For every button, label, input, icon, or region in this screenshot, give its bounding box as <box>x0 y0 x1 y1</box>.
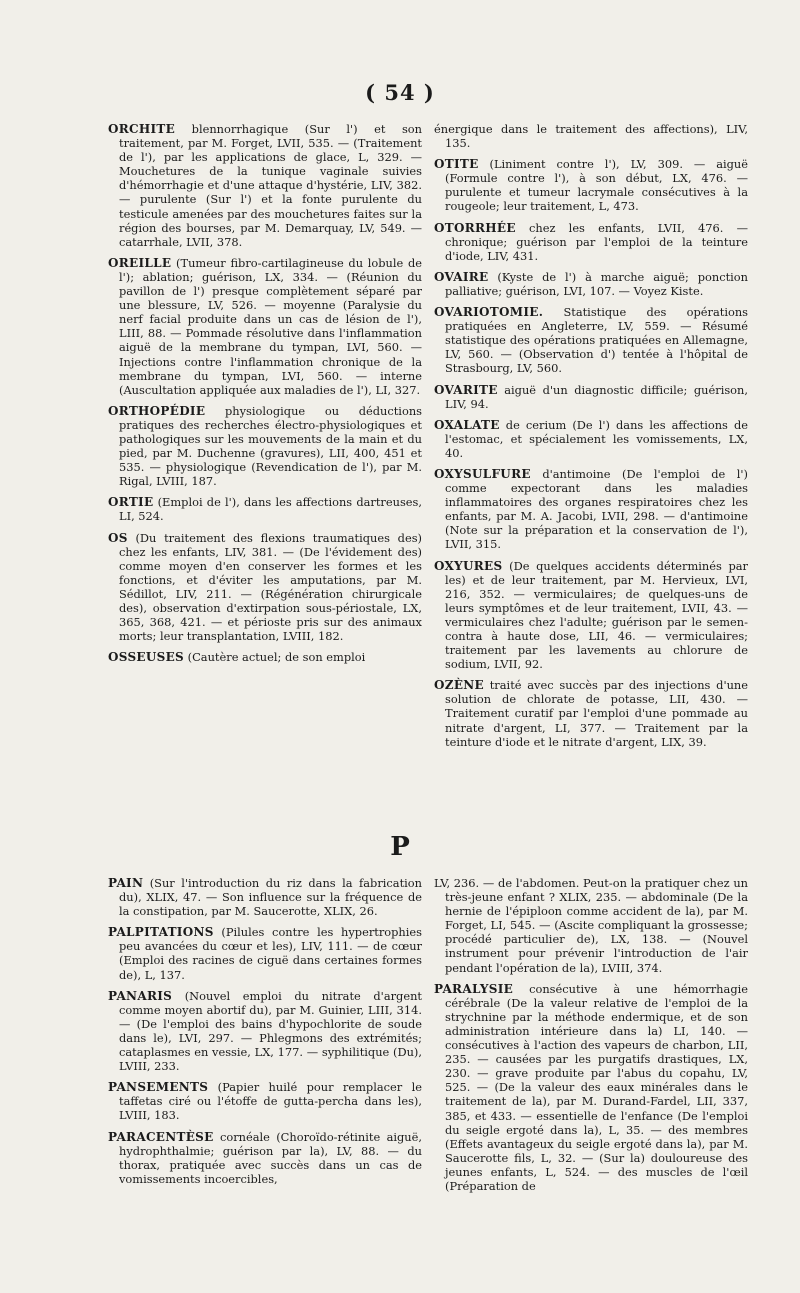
index-entry <box>108 989 422 1074</box>
index-entry <box>434 270 748 298</box>
index-entry <box>434 418 748 460</box>
entry-heading: PARALYSIE <box>434 981 514 996</box>
entry-text: (Pilules contre les hypertrophies peu avancées du cœur et les), LIV, 111. — de cœur (Emploi des racines de ciguë dans certaines formes de), L, 137. <box>119 925 423 982</box>
index-entry <box>434 383 748 411</box>
entry-text: (Kyste de l') à marche aiguë; ponction palliative; guérison, LVI, 107. — Voyez Kiste. <box>445 269 748 298</box>
index-entry <box>434 157 748 213</box>
entry-heading: OVAIRE <box>434 269 489 284</box>
entry-text: consécutive à une hémorrhagie cérébrale (De la valeur relative de l'emploi de la strychnine par la méthode endermique, et de son administration intérieure dans la) LI, 140. — consécutives à l'action des vapeurs de charbon, LII, 235. — causées par les purgatifs drastiques, LX, 230. — grave produite par l'abus du copahu, LV, 525. — (De la valeur des eaux minérales dans le traitement de la), par M. Durand-Fardel, LII, 337, 385, et 433. — essentielle de l'enfance (De l'emploi du seigle ergoté dans la), L, 35. — des membres (Effets avantageux du seigle ergoté dans la), par M. Saucerotte fils, L, 32. — (Sur la) douloureuse des jeunes enfants, L, 524. — des muscles de l'œil (Préparation de <box>445 981 748 1193</box>
index-entry <box>434 559 748 672</box>
entry-text: Statistique des opérations pratiquées en Angleterre, LV, 559. — Résumé statistique des opérations pratiquées en Allemagne, LV, 560. — (Observation d') tentée à l'hôpital de Strasbourg, LV, 560. <box>445 305 748 376</box>
column-left <box>108 122 422 812</box>
entry-text: (De quelques accidents déterminés par les) et de leur traitement, par M. Hervieux, LVI, 216, 352. — vermiculaires; de quelques-uns de leurs symptômes et de leur traitement, LVII, 43. — vermiculaires chez l'adulte; guérison par le semen-contra à haute dose, LII, 46. — vermiculaires; traitement par les lavements au chlorure de sodium, LVII, 92. <box>445 558 749 672</box>
page-number: ( 54 ) <box>365 80 435 105</box>
index-entry <box>434 876 748 975</box>
index-entry <box>108 256 422 397</box>
entry-text: (Liniment contre l'), LV, 309. — aiguë (Formule contre l'), à son début, LX, 476. — purulente et tumeur lacrymale consécutives à la rougeole; leur traitement, L, 473. <box>445 157 748 214</box>
entry-heading: OTITE <box>434 157 479 172</box>
section-p <box>108 876 748 1226</box>
entry-text: de cerium (De l') dans les affections de l'estomac, et spécialement les vomissements, LX, 40. <box>445 417 748 460</box>
entry-text: (Papier huilé pour remplacer le taffetas ciré ou l'étoffe de gutta-percha dans les), LVIII, 183. <box>119 1080 422 1123</box>
index-entry <box>108 876 422 918</box>
entry-heading: OSSEUSES <box>108 650 185 665</box>
entry-heading: ORTHOPÉDIE <box>108 403 206 418</box>
entry-text: (Nouvel emploi du nitrate d'argent comme moyen abortif du), par M. Guinier, LIII, 314. — (De l'emploi des bains d'hypochlorite de soude dans le), LVI, 297. — Phlegmons des extrémités; cataplasmes en vessie, LX, 177. — syphilitique (Du), LVIII, 233. <box>119 988 422 1074</box>
entry-heading: OREILLE <box>108 255 172 270</box>
entry-text: (Du traitement des flexions traumatiques des) chez les enfants, LIV, 381. — (De l'évidement des) comme moyen d'en conserver les formes et les fonctions, et d'éviter les amputations, par M. Sédillot, LIV, 211. — (Régénération chirurgicale des), observation d'extirpation sous-périostale, LX, 365, 368, 421. — et périoste pris sur des animaux morts; leur transplantation, LVIII, 182. <box>119 530 422 644</box>
entry-text: traité avec succès par des injections d'une solution de chlorate de potasse, LII, 430. — Traitement curatif par l'emploi d'une pommade au nitrate d'argent, LI, 377. — Traitement par la teinture d'iode et le nitrate d'argent, LIX, 39. <box>445 678 748 749</box>
entry-text: (Emploi de l'), dans les affections dartreuses, LI, 524. <box>119 495 422 524</box>
section-letter: P <box>390 832 410 862</box>
index-entry <box>434 122 748 150</box>
entry-heading: OZÈNE <box>434 678 484 693</box>
index-entry <box>434 982 748 1193</box>
entry-heading: OVARITE <box>434 382 498 397</box>
entry-text: cornéale (Choroïdo-rétinite aiguë, hydrophthalmie; guérison par la), LV, 88. — du thorax, pratiquée avec succès dans un cas de vomissements incoercibles, <box>119 1129 422 1186</box>
entry-text: chez les enfants, LVII, 476. — chronique; guérison par l'emploi de la teinture d'iode, LIV, 431. <box>445 220 748 263</box>
entry-text: d'antimoine (De l'emploi de l') comme expectorant dans les maladies inflammatoires des organes respiratoires chez les enfants, par M. A. Jacobi, LVII, 298. — d'antimoine (Note sur la préparation et la conservation de l'), LVII, 315. <box>445 466 748 552</box>
entry-text: physiologique ou déductions pratiques des recherches électro-physiologiques et pathologiques sur les mouvements de la main et du pied, par M. Duchenne (gravures), LII, 400, 451 et 535. — physiologique (Revendication de l'), par M. Rigal, LVIII, 187. <box>119 403 422 489</box>
entry-heading: PARACENTÈSE <box>108 1129 214 1144</box>
entry-heading: OXYURES <box>434 558 503 573</box>
entry-heading: ORCHITE <box>108 122 176 136</box>
entry-text: aiguë d'un diagnostic difficile; guérison, LIV, 94. <box>445 382 748 411</box>
index-entry <box>108 1080 422 1122</box>
column-right <box>434 122 748 812</box>
index-entry <box>434 678 748 748</box>
column-right <box>434 876 748 1226</box>
index-entry <box>434 221 748 263</box>
index-entry <box>434 467 748 552</box>
entry-text: énergique dans le traitement des affections), LIV, 135. <box>434 122 748 151</box>
entry-heading: OTORRHÉE <box>434 220 516 235</box>
entry-text: (Sur l'introduction du riz dans la fabrication du), XLIX, 47. — Son influence sur la fréquence de la constipation, par M. Saucerotte, XLIX, 26. <box>119 876 422 919</box>
entry-heading: PANSEMENTS <box>108 1080 209 1095</box>
column-left <box>108 876 422 1226</box>
index-entry <box>108 650 422 664</box>
index-entry <box>108 1130 422 1186</box>
entry-heading: OXYSULFURE <box>434 466 531 481</box>
entry-heading: OS <box>108 530 128 545</box>
entry-heading: OVARIOTOMIE. <box>434 305 544 320</box>
entry-heading: PANARIS <box>108 988 173 1003</box>
entry-heading: PAIN <box>108 876 144 890</box>
entry-heading: ORTIE <box>108 495 154 510</box>
entry-heading: OXALATE <box>434 417 500 432</box>
index-entry <box>434 305 748 375</box>
index-entry <box>108 404 422 489</box>
index-entry <box>108 122 422 249</box>
section-o <box>108 122 748 812</box>
entry-text: blennorrhagique (Sur l') et son traitement, par M. Forget, LVII, 535. — (Traitement de l'), par les applications de glace, L, 329. — Mouchetures de la tunique vaginale suivies d'hémorrhagie et d'une attaque d'hystérie, LIV, 382. — purulente (Sur l') et la fonte purulente du testicule amenées par des mouchetures faites sur la région des bourses, par M. Demarquay, LV, 549. — catarrhale, LVII, 378. <box>119 122 422 249</box>
entry-text: (Cautère actuel; de son emploi <box>187 650 366 665</box>
entry-text: (Tumeur fibro-cartilagineuse du lobule de l'); ablation; guérison, LX, 334. — (Réunion du pavillon de l') presque complètement séparé par une blessure, LV, 526. — moyenne (Paralysie du nerf facial produite dans un cas de lésion de l'), LIII, 88. — Pommade résolutive dans l'inflammation aiguë de la membrane du tympan, LVI, 560. — Injections contre l'inflammation chronique de la membrane du tympan, LVI, 560. — interne (Auscultation appliquée aux maladies de l'), LI, 327. <box>119 255 422 397</box>
entry-heading: PALPITATIONS <box>108 925 214 940</box>
index-entry <box>108 925 422 981</box>
entry-text: LV, 236. — de l'abdomen. Peut-on la pratiquer chez un très-jeune enfant ? XLIX, 235. — abdominale (De la hernie de l'épiploon comme accident de la), par M. Forget, LI, 545. — (Ascite compliquant la grossesse; procédé particulier de), LX, 138. — (Nouvel instrument pour prévenir l'introduction de l'air pendant l'opération de la), LVIII, 374. <box>434 876 748 975</box>
index-entry <box>108 495 422 523</box>
index-entry <box>108 531 422 644</box>
